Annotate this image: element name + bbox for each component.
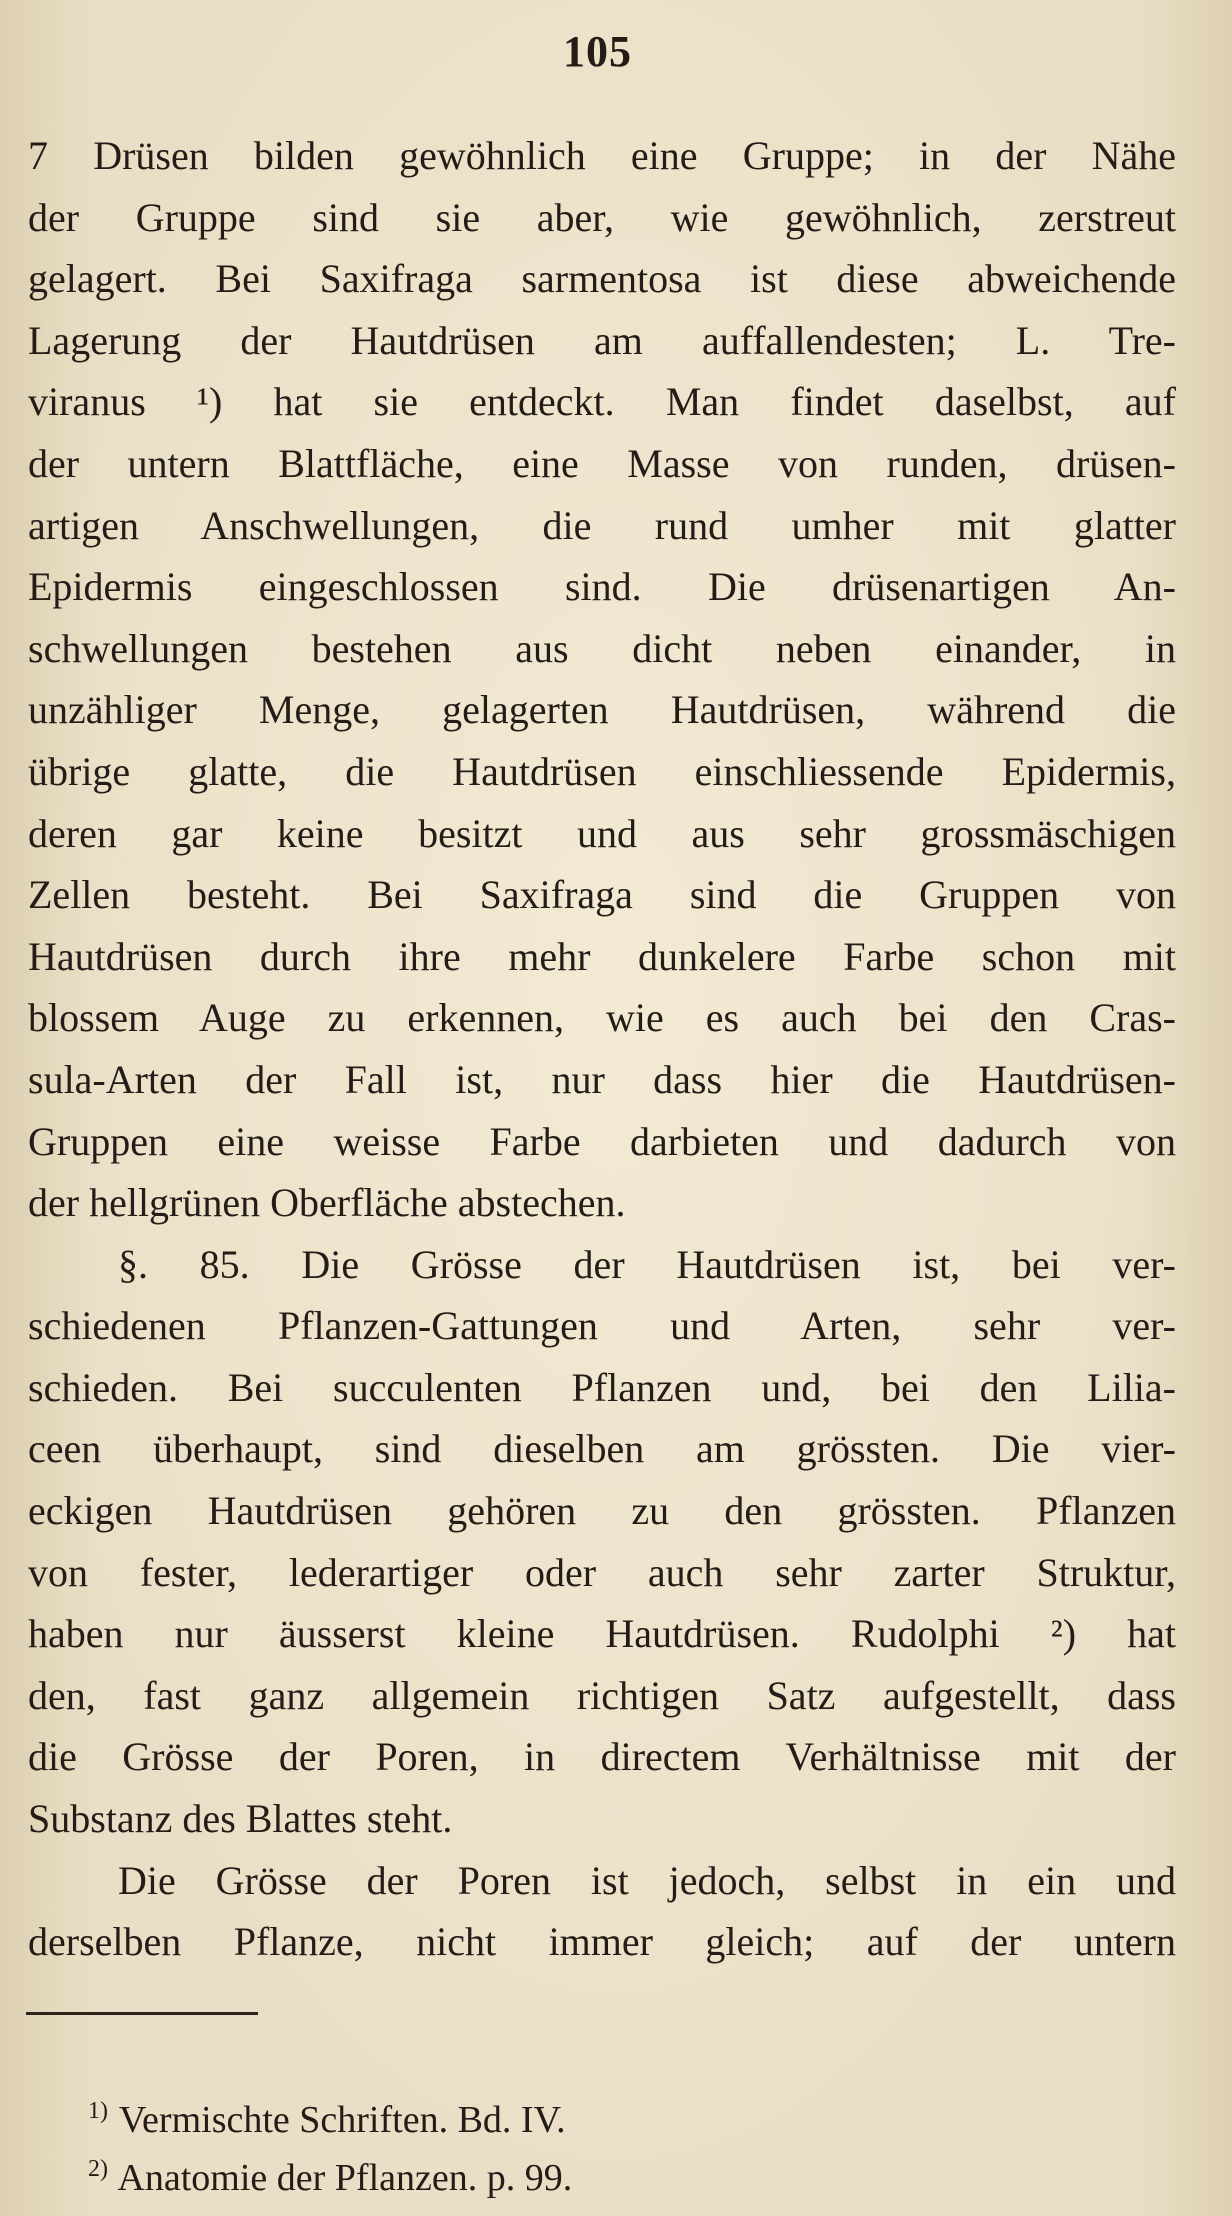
text-line: der hellgrünen Oberfläche abstechen. (28, 1180, 626, 1226)
paragraph-start-line: Die Grösse der Poren ist jedoch, selbst in ein und (118, 1857, 1176, 1903)
text-line: von fester, lederartiger oder auch sehr zarter Struktur, (28, 1549, 1176, 1595)
text-line: die Grösse der Poren, in directem Verhältnisse mit der (28, 1734, 1176, 1780)
text-line: gelagert. Bei Saxifraga sarmentosa ist diese abweichende (28, 256, 1176, 302)
text-line: artigen Anschwellungen, die rund umher mit glatter (28, 502, 1176, 548)
footnote-mark: 2) (88, 2156, 108, 2182)
text-line: der untern Blattfläche, eine Masse von runden, drüsen- (28, 440, 1176, 486)
text-line: den, fast ganz allgemein richtigen Satz aufgestellt, dass (28, 1672, 1176, 1718)
text-line: schwellungen bestehen aus dicht neben einander, in (28, 625, 1176, 671)
text-line: eckigen Hautdrüsen gehören zu den grössten. Pflanzen (28, 1488, 1176, 1534)
footnote-text: Vermischte Schriften. Bd. IV. (118, 2099, 566, 2141)
section-heading-line: §. 85. Die Grösse der Hautdrüsen ist, bei ver- (118, 1241, 1176, 1287)
text-line: schieden. Bei succulenten Pflanzen und, bei den Lilia- (28, 1364, 1176, 1410)
text-line: Substanz des Blattes steht. (28, 1796, 453, 1842)
text-line: derselben Pflanze, nicht immer gleich; auf der untern (28, 1919, 1176, 1965)
text-line: viranus ¹) hat sie entdeckt. Man findet daselbst, auf (28, 379, 1176, 425)
text-line: 7 Drüsen bilden gewöhnlich eine Gruppe; in der Nähe (28, 133, 1176, 178)
text-line: Gruppen eine weisse Farbe darbieten und dadurch von (28, 1118, 1176, 1164)
text-line: unzähliger Menge, gelagerten Hautdrüsen, während die (28, 687, 1176, 733)
footnote-mark: 1) (88, 2098, 108, 2124)
footnote-2 (88, 2140, 1088, 2198)
text-line: sula-Arten der Fall ist, nur dass hier die Hautdrüsen- (28, 1056, 1176, 1102)
text-line: übrige glatte, die Hautdrüsen einschliessende Epidermis, (28, 748, 1176, 794)
body-text (28, 125, 1176, 1973)
text-line: deren gar keine besitzt und aus sehr grossmäschigen (28, 810, 1176, 856)
text-line: Zellen besteht. Bei Saxifraga sind die Gruppen von (28, 872, 1176, 918)
footnote-text: Anatomie der Pflanzen. p. 99. (117, 2157, 573, 2199)
text-line: haben nur äusserst kleine Hautdrüsen. Rudolphi ²) hat (28, 1611, 1176, 1657)
page-number: 105 (563, 27, 632, 76)
text-line: Epidermis eingeschlossen sind. Die drüsenartigen An- (28, 564, 1176, 610)
text-line: ceen überhaupt, sind dieselben am grössten. Die vier- (28, 1426, 1176, 1472)
footnotes (88, 2082, 1088, 2198)
footnote-1 (88, 2082, 1088, 2140)
text-line: blossem Auge zu erkennen, wie es auch bei den Cras- (28, 995, 1176, 1041)
text-line: Hautdrüsen durch ihre mehr dunkelere Farbe schon mit (28, 933, 1176, 979)
text-line: Lagerung der Hautdrüsen am auffallendesten; L. Tre- (28, 317, 1176, 363)
text-line: der Gruppe sind sie aber, wie gewöhnlich, zerstreut (28, 194, 1176, 240)
text-line: schiedenen Pflanzen-Gattungen und Arten, sehr ver- (28, 1303, 1176, 1349)
footnote-divider (26, 2012, 258, 2015)
